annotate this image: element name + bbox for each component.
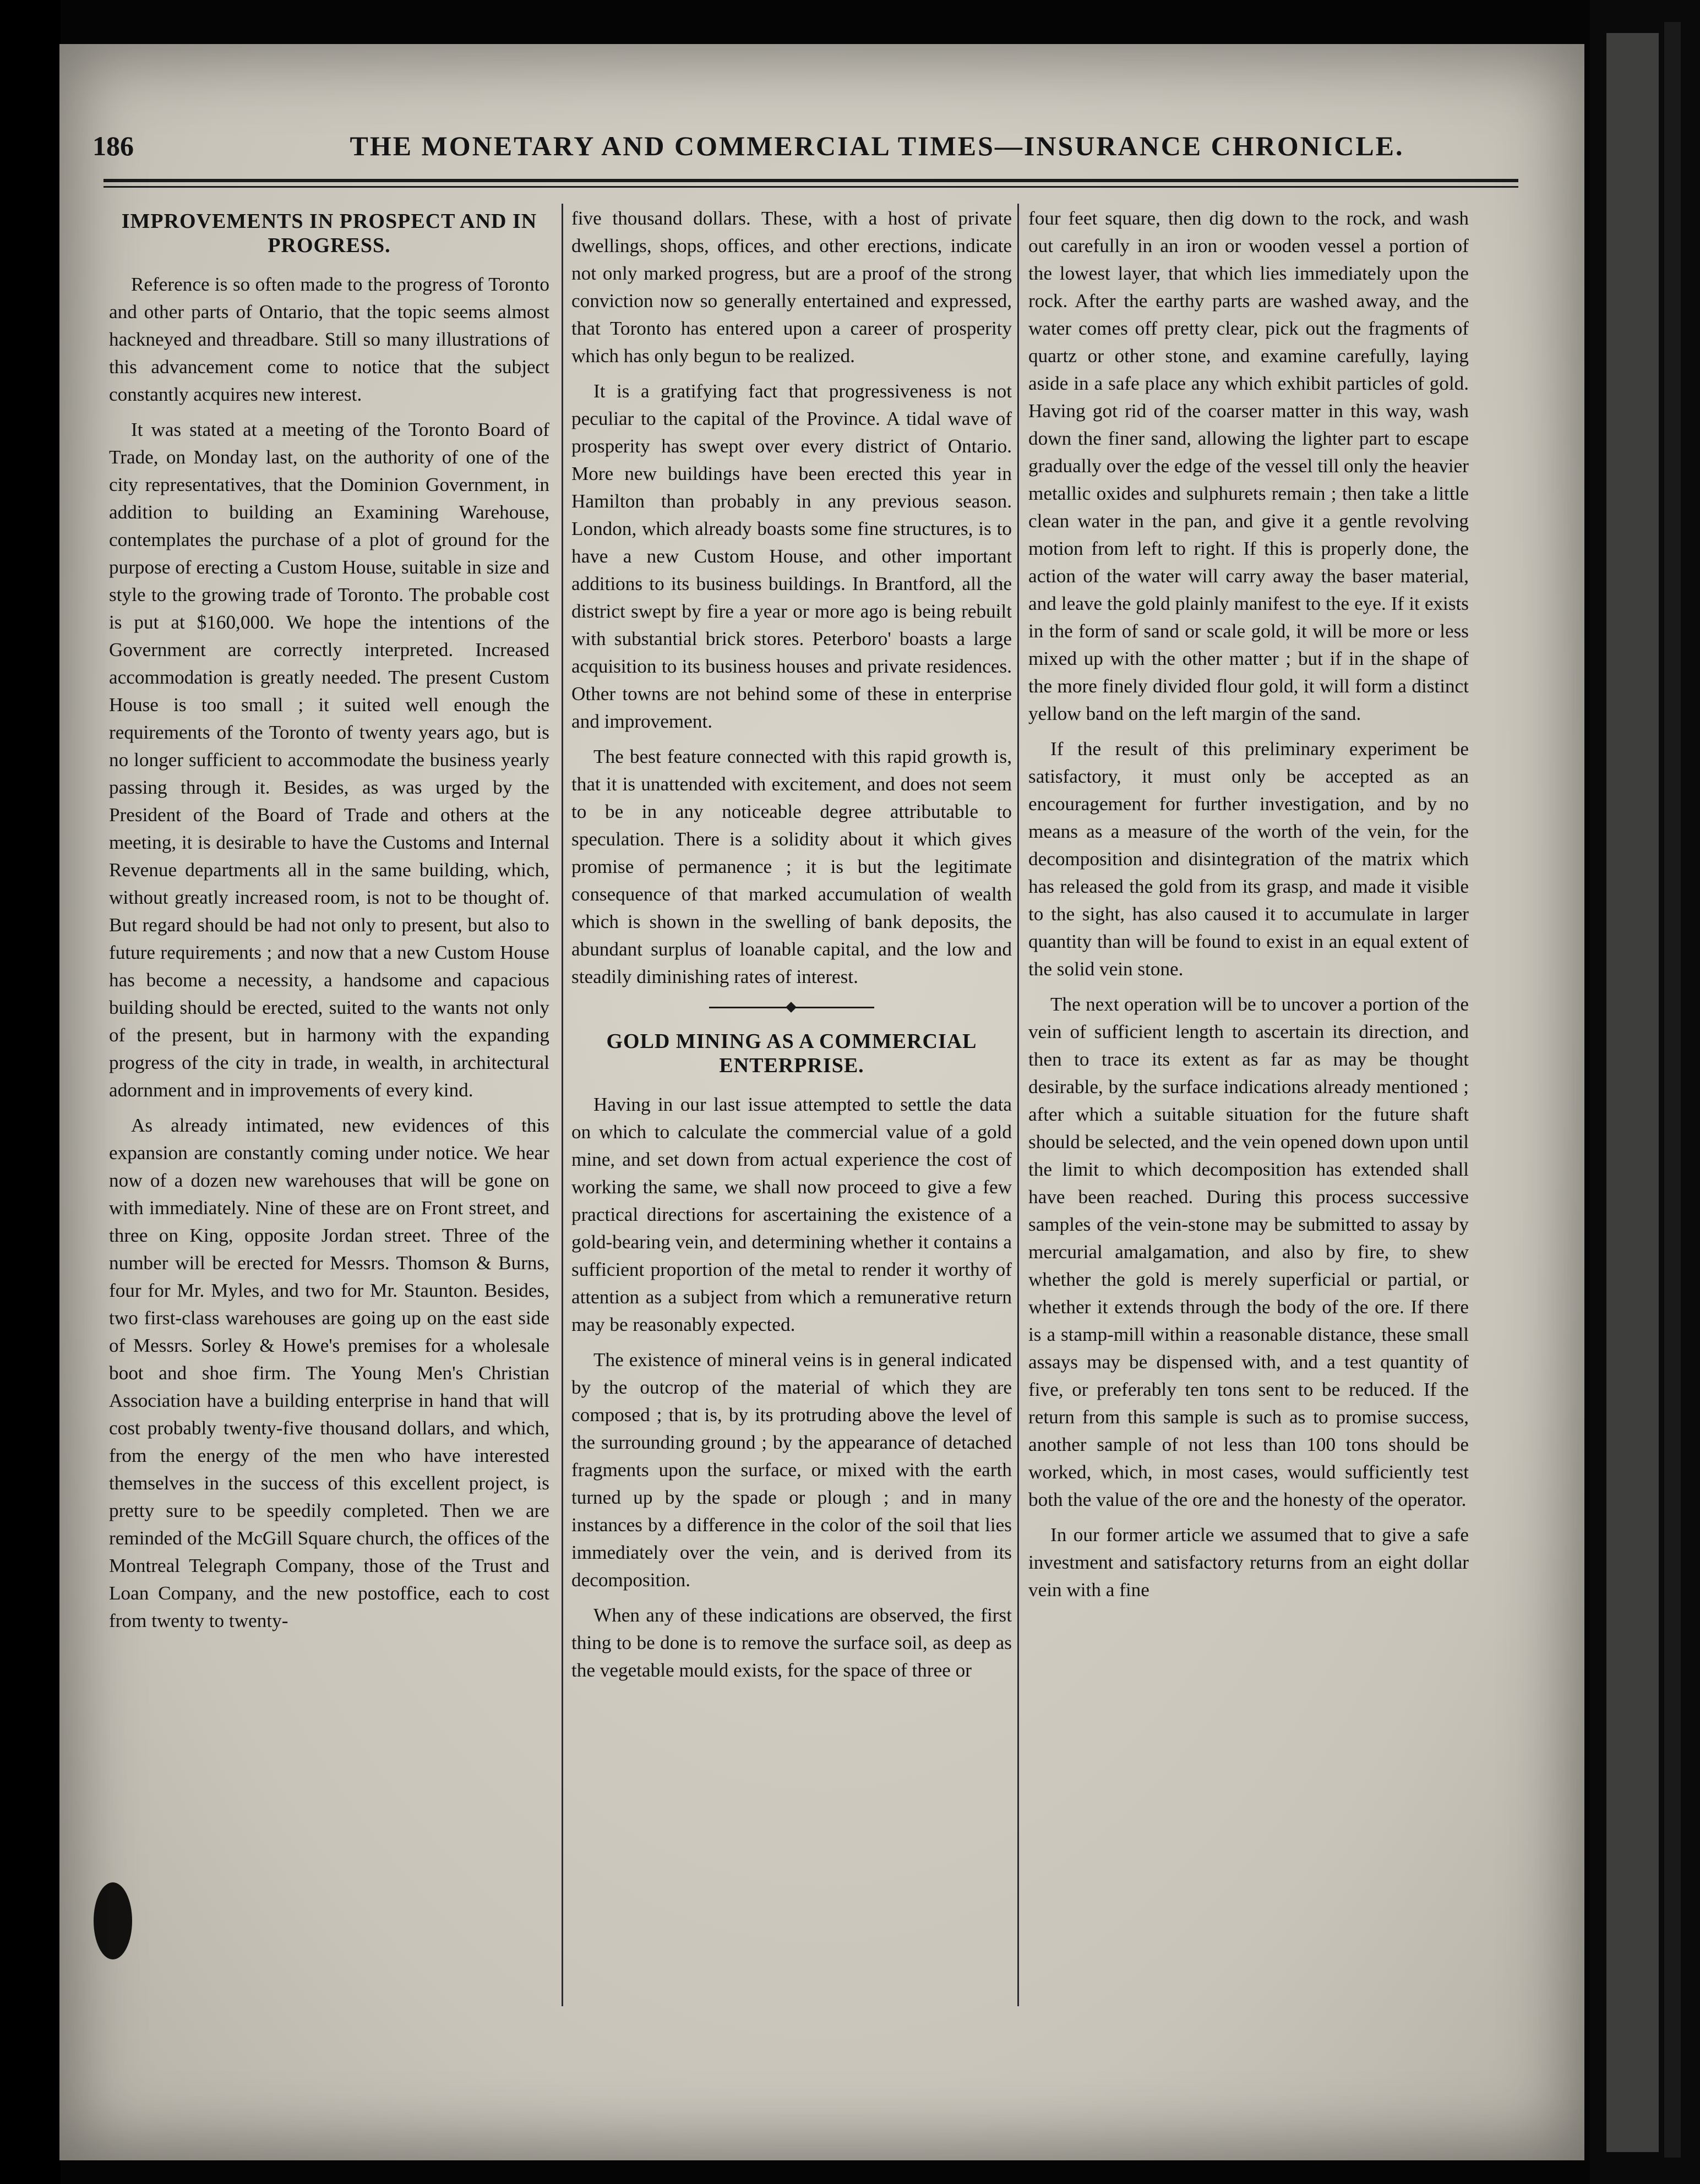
header-rule-thin bbox=[103, 186, 1518, 188]
adjacent-page-edge bbox=[1606, 33, 1659, 2152]
newspaper-page bbox=[59, 44, 1584, 2160]
page-header bbox=[92, 121, 1518, 171]
article-paragraph: It is a gratifying fact that progressiveness is not peculiar to the capital of the Province. A tidal wave of prosperity has swept over every district of Ontario. More new buildings have been erected this year in Hamilton than probably in any previous season. London, which already boasts some fine structures, is to have a new Custom House, and other important additions to its business buildings. In Brantford, all the district swept by fire a year or more ago is being rebuilt with substantial brick stores. Peterboro' boasts a large acquisition to its business houses and private residences. Other towns are not behind some of these in enterprise and improvement. bbox=[571, 380, 1012, 732]
article-paragraph: Reference is so often made to the progress of Toronto and other parts of Ontario, that the topic seems almost hackneyed and threadbare. Still so many illustrations of this advancement come to notice that the subject constantly acquires new interest. bbox=[109, 274, 549, 405]
column-3 bbox=[1028, 205, 1469, 2016]
film-border-right bbox=[1590, 0, 1700, 2184]
film-border-left bbox=[0, 0, 61, 2184]
film-gap bbox=[1664, 22, 1681, 2158]
column-divider bbox=[1017, 204, 1019, 2006]
article-paragraph: Having in our last issue attempted to settle the data on which to calculate the commercial value of a gold mine, and set down from actual experience the cost of working the same, we shall now proceed to give a few practical directions for ascertaining the existence of a gold-bearing vein, and determining whether it contains a sufficient proportion of the metal to render it worthy of attention as a subject from which a remunerative return may be reasonably expected. bbox=[571, 1094, 1012, 1335]
article-paragraph: The next operation will be to uncover a portion of the vein of sufficient length to ascertain its direction, and then to trace its extent as far as may be thought desirable, by the surface indications already mentioned ; after which a suitable situation for the future shaft should be selected, and the vein opened down upon until the limit to which decomposition has extended shall have been reached. During this process successive samples of the vein-stone may be submitted to assay by mercurial amalgamation, and also by fire, to shew whether the gold is merely superficial or partial, or whether it extends through the body of the ore. If there is a stamp-mill within a reasonable distance, these small assays may be dispensed with, and a test quantity of five, or preferably ten tons sent to be reduced. If the return from this sample is such as to promise success, another sample of not less than 100 tons should be worked, which, in most cases, would sufficiently test both the value of the ore and the honesty of the operator. bbox=[1028, 993, 1469, 1510]
article-headline: GOLD MINING AS A COMMERCIAL ENTERPRISE. bbox=[606, 1030, 977, 1077]
column-divider bbox=[562, 204, 563, 2006]
article-paragraph: five thousand dollars. These, with a host of private dwellings, shops, offices, and other erections, indicate not only marked progress, but are a proof of the strong conviction now so generally entertained and expressed, that Toronto has entered upon a career of prosperity which has only begun to be realized. bbox=[571, 208, 1012, 367]
article-separator bbox=[571, 1002, 1012, 1013]
article-paragraph: It was stated at a meeting of the Toronto Board of Trade, on Monday last, on the authority of one of the city representatives, that the Dominion Government, in addition to building an Examining Warehouse, contemplates the purchase of a plot of ground for the purpose of erecting a Custom House, suitable in size and style to the growing trade of Toronto. The probable cost is put at $160,000. We hope the intentions of the Government are correctly interpreted. Increased accommodation is greatly needed. The present Custom House is too small ; it suited well enough the requirements of the Toronto of twenty years ago, but is no longer sufficient to accommodate the business yearly passing through it. Besides, as was urged by the President of the Board of Trade and others at the meeting, it is desirable to have the Customs and Internal Revenue departments all in the same building, which, without greatly increased room, is not to be thought of. But regard should be had not only to present, but also to future requirements ; and now that a new Custom House has become a necessity, a handsome and capacious building should be erected, suited to the wants not only of the present, but in harmony with the expanding progress of the city in trade, in wealth, in architectural adornment and in improvements of every kind. bbox=[109, 419, 549, 1101]
article-headline: IMPROVEMENTS IN PROSPECT AND IN PROGRESS. bbox=[121, 210, 537, 257]
article-paragraph: When any of these indications are observed, the first thing to be done is to remove the surface soil, as deep as the vegetable mould exists, for the space of three or bbox=[571, 1604, 1012, 1681]
article-paragraph: four feet square, then dig down to the rock, and wash out carefully in an iron or wooden vessel a portion of the lowest layer, that which lies immediately upon the rock. After the earthy parts are washed away, and the water comes off pretty clear, pick out the fragments of quartz or other stone, and examine carefully, laying aside in a safe place any which exhibit particles of gold. Having got rid of the coarser matter in this way, wash down the finer sand, allowing the lighter part to escape gradually over the edge of the vessel till only the heavier metallic oxides and sulphurets remain ; then take a little clean water in the pan, and give it a gentle revolving motion from left to right. If this is properly done, the action of the water will carry away the baser material, and leave the gold plainly manifest to the eye. If it exists in the form of sand or scale gold, it will be more or less mixed up with the other matter ; but if in the shape of the more finely divided flour gold, it will form a distinct yellow band on the left margin of the sand. bbox=[1028, 208, 1469, 724]
running-head: THE MONETARY AND COMMERCIAL TIMES—INSURANCE CHRONICLE. bbox=[350, 130, 1404, 161]
column-1 bbox=[109, 205, 549, 2016]
article-paragraph: As already intimated, new evidences of this expansion are constantly coming under notice. We hear now of a dozen new warehouses that will be gone on with immediately. Nine of these are on Front street, and three on King, opposite Jordan street. Three of the number will be erected for Messrs. Thomson & Burns, four for Mr. Myles, and two for Mr. Staunton. Besides, two first-class warehouses are going up on the east side of Messrs. Sorley & Howe's premises for a wholesale boot and shoe firm. The Young Men's Christian Association have a building enterprise in hand that will cost probably twenty-five thousand dollars, and which, from the energy of the men who have interested themselves in the success of this excellent project, is pretty sure to be speedily completed. Then we are reminded of the McGill Square church, the offices of the Montreal Telegraph Company, those of the Trust and Loan Company, and the new postoffice, each to cost from twenty to twenty- bbox=[109, 1115, 549, 1631]
article-paragraph: The best feature connected with this rapid growth is, that it is unattended with excitement, and does not seem to be in any noticeable degree attributable to speculation. There is a solidity about it which gives promise of permanence ; it is but the legitimate consequence of that marked accumulation of wealth which is shown in the swelling of bank deposits, the abundant surplus of loanable capital, and the low and steadily diminishing rates of interest. bbox=[571, 746, 1012, 987]
article-paragraph: The existence of mineral veins is in general indicated by the outcrop of the material of which they are composed ; that is, by its protruding above the level of the surrounding ground ; by the appearance of detached fragments upon the surface, or mixed with the earth turned up by the spade or plough ; and in many instances by a difference in the color of the soil that lies immediately over the vein, and is derived from its decomposition. bbox=[571, 1349, 1012, 1591]
article-paragraph: If the result of this preliminary experiment be satisfactory, it must only be accepted as an encouragement for further investigation, and by no means as a measure of the worth of the vein, for the decomposition and disintegration of the matrix which has released the gold from its grasp, and made it visible to the sight, has also caused it to accumulate in larger quantity than will be found to exist in an equal extent of the solid vein stone. bbox=[1028, 738, 1469, 980]
ink-blot bbox=[94, 1882, 132, 1959]
column-2 bbox=[571, 205, 1012, 2016]
header-rule-thick bbox=[103, 179, 1518, 182]
article-paragraph: In our former article we assumed that to give a safe investment and satisfactory returns from an eight dollar vein with a fine bbox=[1028, 1524, 1469, 1601]
page-number: 186 bbox=[92, 130, 134, 161]
